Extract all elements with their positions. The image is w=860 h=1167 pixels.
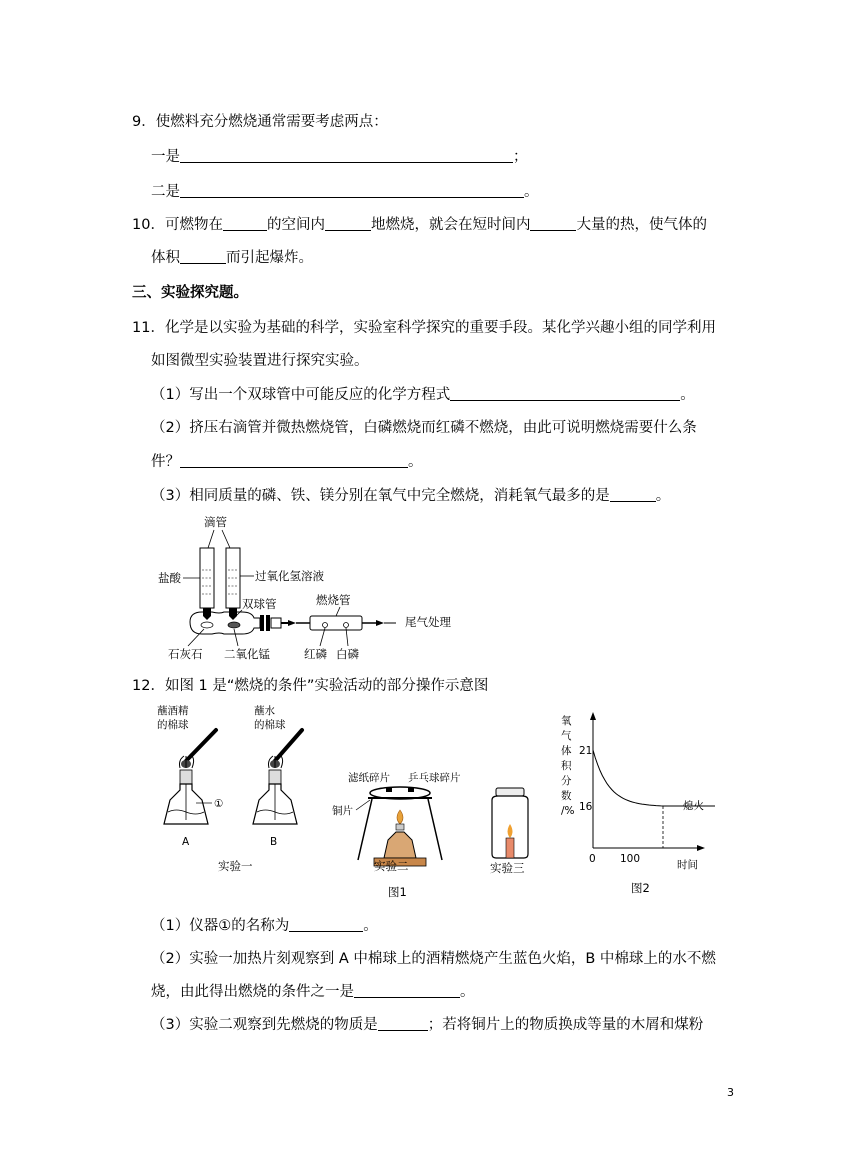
q11-sub-2b — [151, 452, 423, 472]
y-label-char-1: 气 — [561, 730, 572, 742]
q12-sub-2b — [151, 982, 475, 1002]
q11-s1-end: 。 — [680, 387, 695, 403]
q10-blank-1[interactable] — [223, 216, 267, 231]
q12-s2b-text: 烧，由此得出燃烧的条件之一是 — [151, 984, 354, 1000]
q11-stem-1: 11．化学是以实验为基础的科学，实验室科学探究的重要手段。某化学兴趣小组的同学利用 — [132, 320, 716, 336]
y-label-char-0: 氧 — [561, 715, 572, 727]
fig-label-hcl: 盐酸 — [158, 571, 181, 585]
q12-stem: 12．如图 1 是“燃烧的条件”实验活动的部分操作示意图 — [132, 678, 489, 694]
fig1-circle-1: ① — [214, 798, 224, 810]
y-label-char-5: 数 — [561, 790, 572, 802]
tick-y-16: 16 — [579, 801, 593, 813]
q10-text-3: 地燃烧，就会在短时间内 — [370, 217, 531, 233]
q10-blank-3[interactable] — [530, 216, 576, 231]
q11-apparatus-diagram — [150, 512, 470, 662]
tick-y-21: 21 — [579, 745, 593, 757]
fig-label-red-p: 红磷 — [304, 647, 327, 661]
q9-stem: 9．使燃料充分燃烧通常需要考虑两点： — [132, 114, 388, 130]
q10-text-6: 而引起爆炸。 — [226, 250, 313, 266]
right-dropper — [226, 548, 240, 620]
q11-s1-text: （1）写出一个双球管中可能反应的化学方程式 — [151, 387, 451, 403]
q9-answer-1 — [151, 147, 528, 167]
fig1-exp2-label: 实验二 — [374, 859, 409, 873]
tick-x-0: 0 — [589, 853, 596, 865]
q11-sub-1 — [151, 385, 695, 405]
tripod-stand — [356, 787, 442, 866]
y-label-char-2: 体 — [561, 745, 572, 757]
page-number: 3 — [727, 1086, 734, 1099]
q11-s3-end: 。 — [655, 488, 671, 504]
alcohol-lamp-a — [164, 730, 216, 824]
fig1-copper-label: 铜片 — [332, 805, 353, 817]
q11-s2-blank[interactable] — [180, 453, 408, 468]
q12-s3-blank[interactable] — [378, 1016, 428, 1031]
tube-connector — [260, 615, 310, 631]
fig1-label-b: B — [270, 836, 278, 848]
fig-label-h2o2: 过氧化氢溶液 — [255, 569, 324, 583]
q10-text-5: 体积 — [151, 250, 180, 266]
fig-label-burn-tube: 燃烧管 — [316, 593, 351, 607]
q9-blank-2[interactable] — [180, 183, 524, 198]
fig-label-limestone: 石灰石 — [168, 647, 203, 661]
fig1-filter-label: 滤纸碎片 — [348, 772, 390, 784]
q12-sub-2a: （2）实验一加热片刻观察到 A 中棉球上的酒精燃烧产生蓝色火焰，B 中棉球上的水不燃 — [151, 951, 716, 967]
alcohol-lamp-b — [253, 730, 302, 824]
fig1-label-a: A — [182, 836, 190, 848]
q11-s2b-text: 件？ — [151, 454, 180, 470]
q10-blank-4[interactable] — [180, 249, 226, 264]
y-label-char-6: /% — [561, 805, 575, 817]
fig1-exp3-label: 实验三 — [490, 861, 525, 875]
candle-jar — [492, 788, 528, 858]
fig-label-exhaust: 尾气处理 — [405, 615, 451, 629]
q11-s3-blank[interactable] — [610, 487, 656, 502]
q10-line-1 — [132, 215, 707, 235]
fig-label-double-ball: 双球管 — [242, 597, 277, 611]
q10-text-2: 的空间内 — [266, 217, 325, 233]
q10-blank-2[interactable] — [325, 216, 371, 231]
oxygen-curve — [593, 750, 663, 806]
q12-sub-3 — [151, 1015, 703, 1035]
q9-blank-1[interactable] — [180, 148, 513, 163]
fig1-caption: 图1 — [388, 885, 407, 899]
tick-x-100: 100 — [620, 853, 641, 865]
q11-s2-end: 。 — [408, 454, 423, 470]
q11-s3-text: （3）相同质量的磷、铁、镁分别在氧气中完全燃烧，消耗氧气最多的是 — [151, 488, 610, 504]
double-ball-tube — [190, 612, 260, 634]
q10-text-4: 大量的热，使气体的 — [576, 217, 707, 233]
extinguish-label: 熄火 — [683, 800, 704, 812]
q12-s2-blank[interactable] — [354, 983, 460, 998]
fig-label-white-p: 白磷 — [336, 647, 359, 661]
q9-a2-suffix: 。 — [524, 184, 539, 200]
y-axis-label — [561, 714, 575, 817]
x-axis-label: 时间 — [677, 859, 698, 871]
combustion-tube — [310, 616, 396, 630]
q11-s1-blank[interactable] — [450, 386, 680, 401]
fig1-exp1-label: 实验一 — [218, 859, 253, 873]
fig1-pingpong-label: 乒乓球碎片 — [408, 772, 461, 784]
fig1-a-label-1: 蘸酒精 — [157, 705, 189, 717]
q10-text-1: 10．可燃物在 — [132, 217, 223, 233]
q12-figure-2-chart — [559, 710, 719, 896]
q12-s1-text: （1）仪器①的名称为 — [151, 918, 290, 934]
section-3-title: 三、实验探究题。 — [132, 285, 248, 301]
q11-sub-2a: （2）挤压右滴管并微热燃烧管，白磷燃烧而红磷不燃烧，由此可说明燃烧需要什么条 — [151, 420, 697, 436]
left-dropper — [200, 548, 214, 620]
q9-a1-suffix: ； — [513, 149, 528, 165]
q12-s3b-text: ；若将铜片上的物质换成等量的木屑和煤粉 — [427, 1017, 704, 1033]
q12-s3-text: （3）实验二观察到先燃烧的物质是 — [151, 1017, 378, 1033]
fig2-caption: 图2 — [631, 881, 650, 895]
q11-sub-3 — [151, 486, 670, 506]
fig-label-mno2: 二氧化锰 — [224, 647, 270, 661]
q12-figure-1 — [150, 700, 570, 900]
q11-stem-2: 如图微型实验装置进行探究实验。 — [151, 353, 369, 369]
q12-s1-blank[interactable] — [289, 917, 363, 932]
fig1-b-label-2: 的棉球 — [254, 719, 286, 731]
q9-a1-prefix: 一是 — [151, 149, 180, 165]
q9-answer-2 — [151, 182, 539, 202]
q12-s1-end: 。 — [363, 918, 378, 934]
q9-a2-prefix: 二是 — [151, 184, 180, 200]
fig-label-dropper: 滴管 — [204, 515, 227, 529]
q12-s2-end: 。 — [460, 984, 475, 1000]
y-label-char-3: 积 — [561, 760, 572, 772]
y-label-char-4: 分 — [561, 775, 572, 787]
q12-sub-1 — [151, 916, 378, 936]
fig1-b-label-1: 蘸水 — [254, 705, 275, 717]
fig1-a-label-2: 的棉球 — [157, 719, 189, 731]
q10-line-2 — [151, 248, 313, 268]
